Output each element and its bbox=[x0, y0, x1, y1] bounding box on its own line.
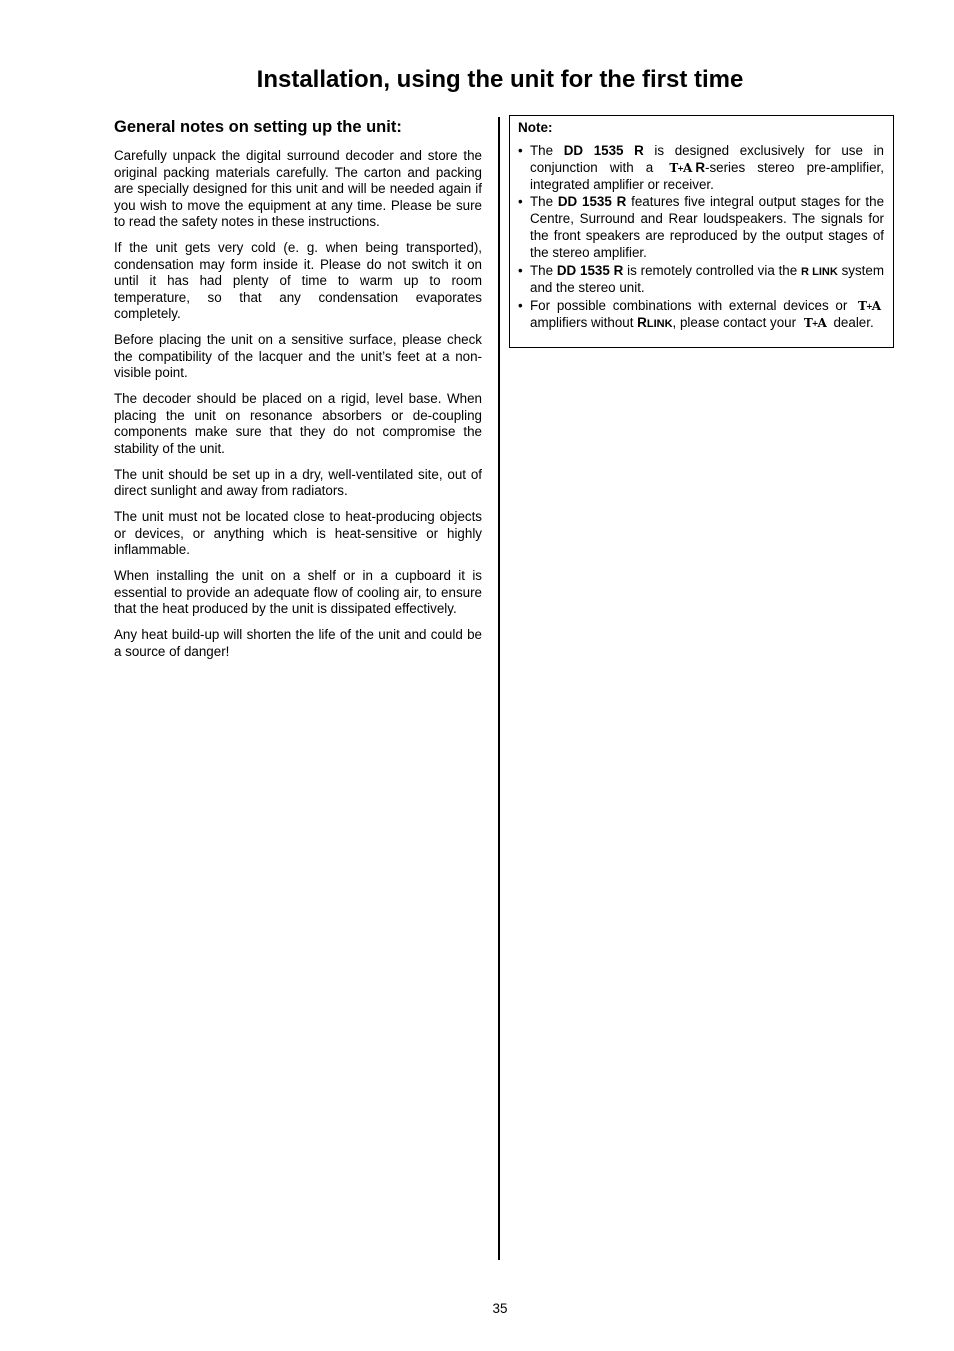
model-name: DD 1535 R bbox=[557, 194, 627, 210]
paragraph-unpacking: Carefully unpack the digital surround decoder and store the original packing materials carefully. The carton and packing are specially designed for this unit and will be needed again if you wish to move the equipment at any time. Please be sure to read the safety notes in these instructions. bbox=[114, 148, 482, 229]
page-number: 35 bbox=[492, 1301, 508, 1316]
note-item-exclusive-use: • The DD 1535 R is designed exclusively for use in conjunction with a T+A R-series stereo pre-amplifier, integrated amplifier or receiver. bbox=[518, 143, 885, 192]
bullet-icon: • bbox=[518, 298, 523, 314]
ta-logo-icon: T+A bbox=[858, 299, 880, 314]
paragraph-danger: Any heat build-up will shorten the life of the unit and could be a source of danger! bbox=[114, 627, 482, 659]
paragraph-site: The unit should be set up in a dry, well-ventilated site, out of direct sunlight and away from radiators. bbox=[114, 466, 482, 498]
setup-notes-column bbox=[114, 117, 482, 670]
r-link-label: RLINK bbox=[637, 314, 673, 330]
note-title: Note: bbox=[518, 120, 553, 135]
note-box bbox=[509, 115, 894, 348]
bullet-icon: • bbox=[518, 262, 523, 278]
paragraph-heat-sources: The unit must not be located close to heat-producing objects or devices, or anything which is heat-sensitive or highly inflammable. bbox=[114, 509, 482, 557]
note-item-output-stages: • The DD 1535 R features five integral output stages for the Centre, Surround and Rear loudspeakers. The signals for the front speakers are reproduced by the output stages of the stereo amplifier. bbox=[518, 194, 885, 260]
page-title: Installation, using the unit for the first time bbox=[256, 66, 744, 93]
paragraph-base: The decoder should be placed on a rigid, level base. When placing the unit on resonance absorbers or de-coupling components make sure that they do not compromise the stability of the unit. bbox=[114, 391, 482, 456]
ta-logo-icon: T+A bbox=[669, 160, 692, 175]
note-list bbox=[518, 143, 884, 333]
paragraph-condensation: If the unit gets very cold (e. g. when being transported), condensation may form inside it. Please do not switch it on until it has had plenty of time to warm up to room temperature, so that any condensation evaporates completely. bbox=[114, 240, 482, 321]
note-item-combinations: • For possible combinations with external devices or T+A amplifiers without RLINK, please contact your T+A dealer. bbox=[518, 298, 880, 330]
paragraph-surface: Before placing the unit on a sensitive surface, please check the compatibility of the lacquer and the unit’s feet at a non-visible point. bbox=[114, 332, 482, 380]
model-name: DD 1535 R bbox=[563, 143, 644, 158]
column-divider bbox=[498, 117, 500, 1260]
model-name: DD 1535 R bbox=[556, 262, 624, 278]
bullet-icon: • bbox=[518, 143, 523, 158]
bullet-icon: • bbox=[518, 194, 523, 210]
section-heading: General notes on setting up the unit: bbox=[114, 118, 402, 136]
ta-logo-icon: T+A bbox=[803, 315, 826, 330]
paragraph-cooling: When installing the unit on a shelf or in a cupboard it is essential to provide an adequate flow of cooling air, to ensure that the heat produced by the unit is dissipated effectively. bbox=[114, 568, 482, 616]
r-link-label: R LINK bbox=[801, 265, 838, 278]
note-item-remote-control: • The DD 1535 R is remotely controlled via the R LINK system and the stereo unit. bbox=[518, 262, 885, 296]
